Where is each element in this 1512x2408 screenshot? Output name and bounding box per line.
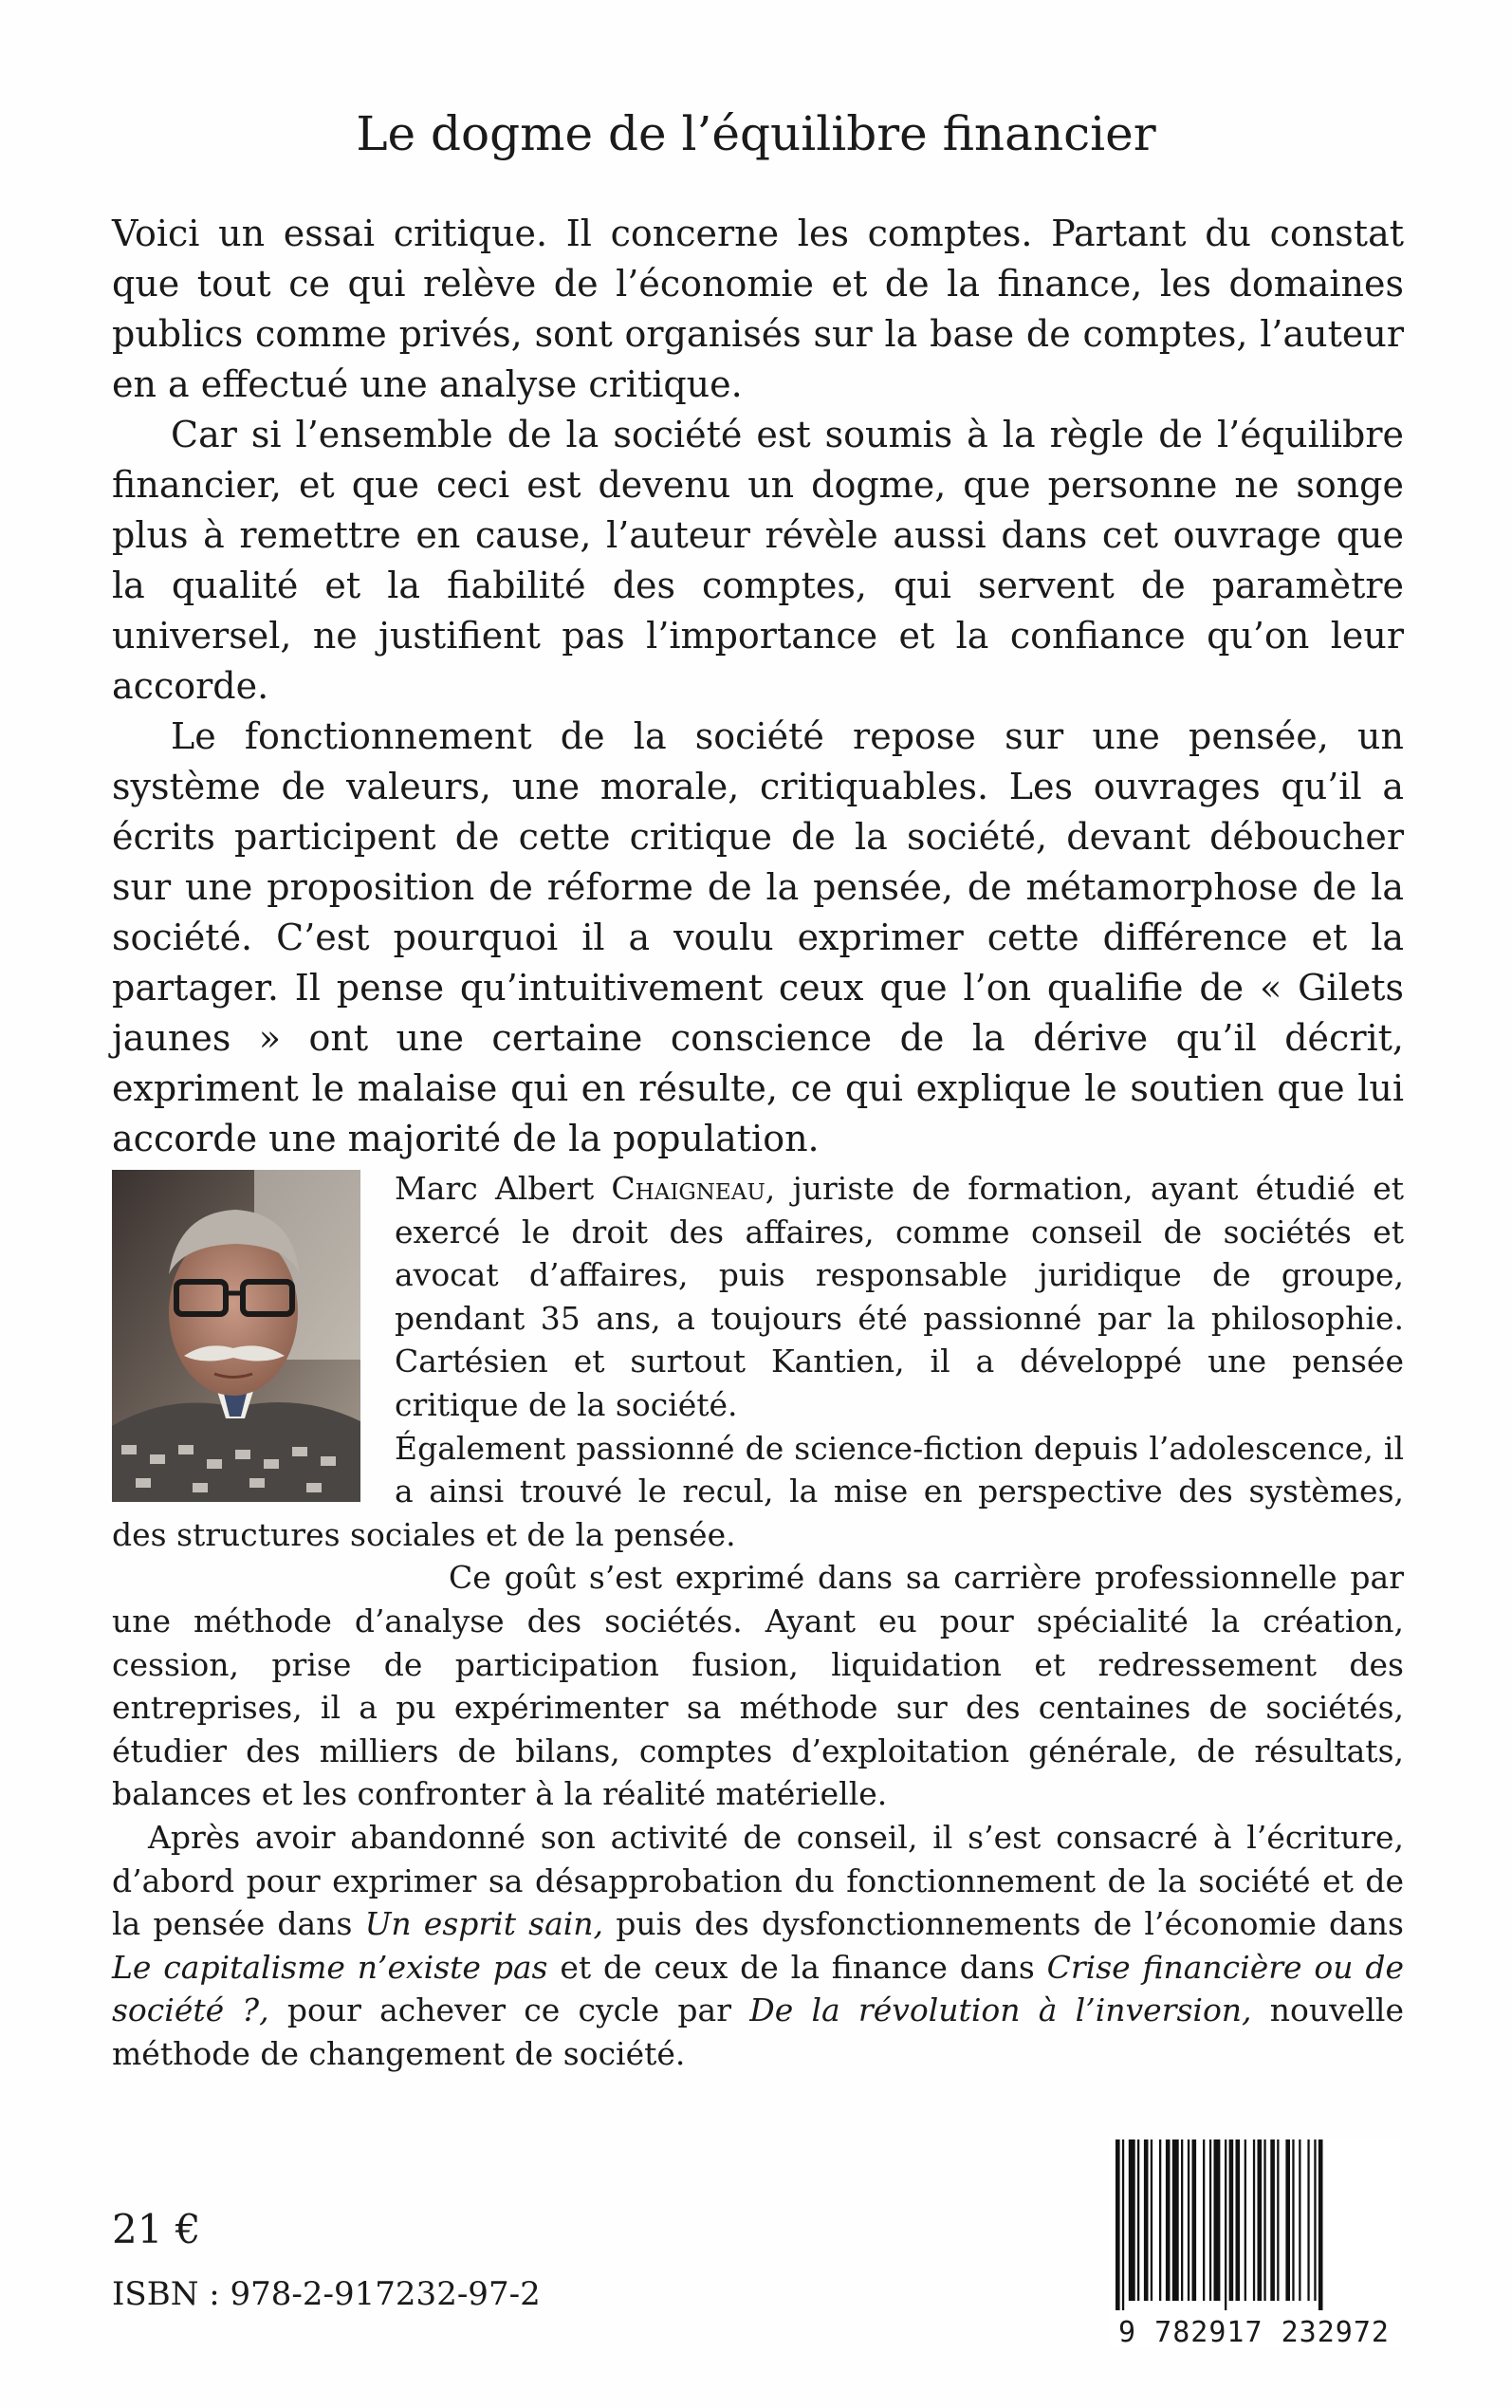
bio-text: pour achever ce cycle par [268,1991,750,2029]
barcode-bar [1172,2139,1179,2301]
page-title: Le dogme de l’équilibre financier [356,106,1156,161]
barcode-bar [1318,2139,1323,2310]
barcode-bar [1236,2139,1241,2301]
author-surname: Chaigneau [611,1170,765,1207]
barcode-bar [1214,2139,1221,2301]
price: 21 € [112,2206,201,2252]
barcode-bar [1188,2139,1189,2301]
barcode-bar [1209,2139,1211,2301]
barcode-bar [1245,2139,1246,2301]
barcode-bar [1181,2139,1183,2301]
author-bio-text: , juriste de formation, ayant étudié et exercé le droit des affaires, comme conseil de sociétés et avocat d’affaires, puis responsable juridique de groupe, pendant 35 ans, a toujours été passionné par la philosophie. Cartésien et surtout Kantien, il a développé une pensée critique de la société. [395,1170,1405,1423]
barcode-bar [1253,2139,1255,2301]
book-title-1: Un esprit sain, [364,1905,604,1943]
summary-paragraph-1: Voici un essai critique. Il concerne les comptes. Partant du constat que tout ce qui relève de l’économie et de la finance, les domaines publics comme privés, sont organisés sur la base de comptes, l’auteur en a effectué une analyse critique. [112,213,1404,405]
barcode-bar [1263,2139,1265,2301]
author-photo [112,1170,360,1502]
barcode-bar [1116,2139,1120,2310]
barcode-bar [1137,2139,1139,2301]
author-bio-paragraph-2: Également passionné de science-fiction depuis l’adolescence, il a ainsi trouvé le recul, la mise en perspective des systèmes, des structures sociales et de la pensée. [112,1429,1404,1553]
summary-paragraph-3: Le fonctionnement de la société repose sur une pensée, un système de valeurs, une morale, critiquables. Les ouvrages qu’il a écrits participent de cette critique de la société, devant déboucher sur une proposition de réforme de la pensée, de métamorphose de la société. C’est pourquoi il a voulu exprimer cette différence et la partager. Il pense qu’intuitivement ceux que l’on qualifie de « Gilets jaunes » ont une certaine conscience de la dérive qu’il décrit, expriment le malaise qui en résulte, ce qui explique le soutien que lui accorde une majorité de la population. [112,715,1404,1159]
barcode-digits: 9 782917 232972 [1118,2316,1390,2349]
barcode-bar [1307,2139,1309,2301]
barcode-bar [1225,2139,1226,2310]
bio-text: nouvelle méthode de changement de société. [112,1991,1404,2072]
bio-text: puis des dysfonctionnements de l’économie dans [603,1905,1404,1943]
bio-text: Après avoir abandonné son activité de conseil, il s’est consacré à l’écriture, d’abord pour exprimer sa désapprobation du fonctionnement de la société et de la pensée dans [112,1818,1404,1943]
author-biography [112,1167,1404,2075]
bio-text: et de ceux de la finance dans [547,1948,1047,1986]
barcode-bar [1258,2139,1263,2301]
summary-section [112,209,1404,1164]
barcode-bar [1292,2139,1294,2301]
barcode-bar [1285,2139,1290,2301]
book-title-2: Le capitalisme n’existe pas [112,1948,548,1986]
barcode [1108,2139,1400,2348]
author-first-names: Marc Albert [395,1170,595,1207]
barcode-bar [1159,2139,1161,2301]
barcode-bar [1299,2139,1300,2301]
barcode-bar [1129,2139,1135,2301]
barcode-bar [1144,2139,1149,2301]
author-bio-paragraph-4 [112,1816,1404,2076]
isbn: ISBN : 978-2-917232-97-2 [112,2275,541,2313]
author-bio-paragraph-3: Ce goût s’est exprimé dans sa carrière professionnelle par une méthode d’analyse des sociétés. Ayant eu pour spécialité la création, cession, prise de participation fusion, liquidation et redressement des entreprises, il a pu expérimenter sa méthode sur des centaines de sociétés, étudier des milliers de bilans, comptes d’exploitation générale, de résultats, balances et les confronter à la réalité matérielle. [112,1559,1404,1813]
barcode-bar [1192,2139,1197,2301]
barcode-bar [1277,2139,1279,2301]
book-title-4: De la révolution à l’inversion, [749,1991,1252,2029]
barcode-bar [1229,2139,1234,2301]
barcode-bar [1166,2139,1171,2301]
barcode-bar [1270,2139,1275,2301]
barcode-bar [1203,2139,1205,2301]
barcode-bar [1151,2139,1152,2301]
summary-paragraph-2: Car si l’ensemble de la société est soumis à la règle de l’équilibre financier, et que ceci est devenu un dogme, que personne ne songe plus à remettre en cause, l’auteur révèle aussi dans cet ouvrage que la qualité et la fiabilité des comptes, qui servent de paramètre universel, ne justifient pas l’importance et la confiance qu’on leur accorde. [112,414,1404,707]
book-title-3: Crise financière ou de société ?, [112,1948,1405,2029]
barcode-bars-icon [1108,2139,1400,2310]
barcode-bar [1122,2139,1124,2310]
barcode-bar [1314,2139,1316,2301]
